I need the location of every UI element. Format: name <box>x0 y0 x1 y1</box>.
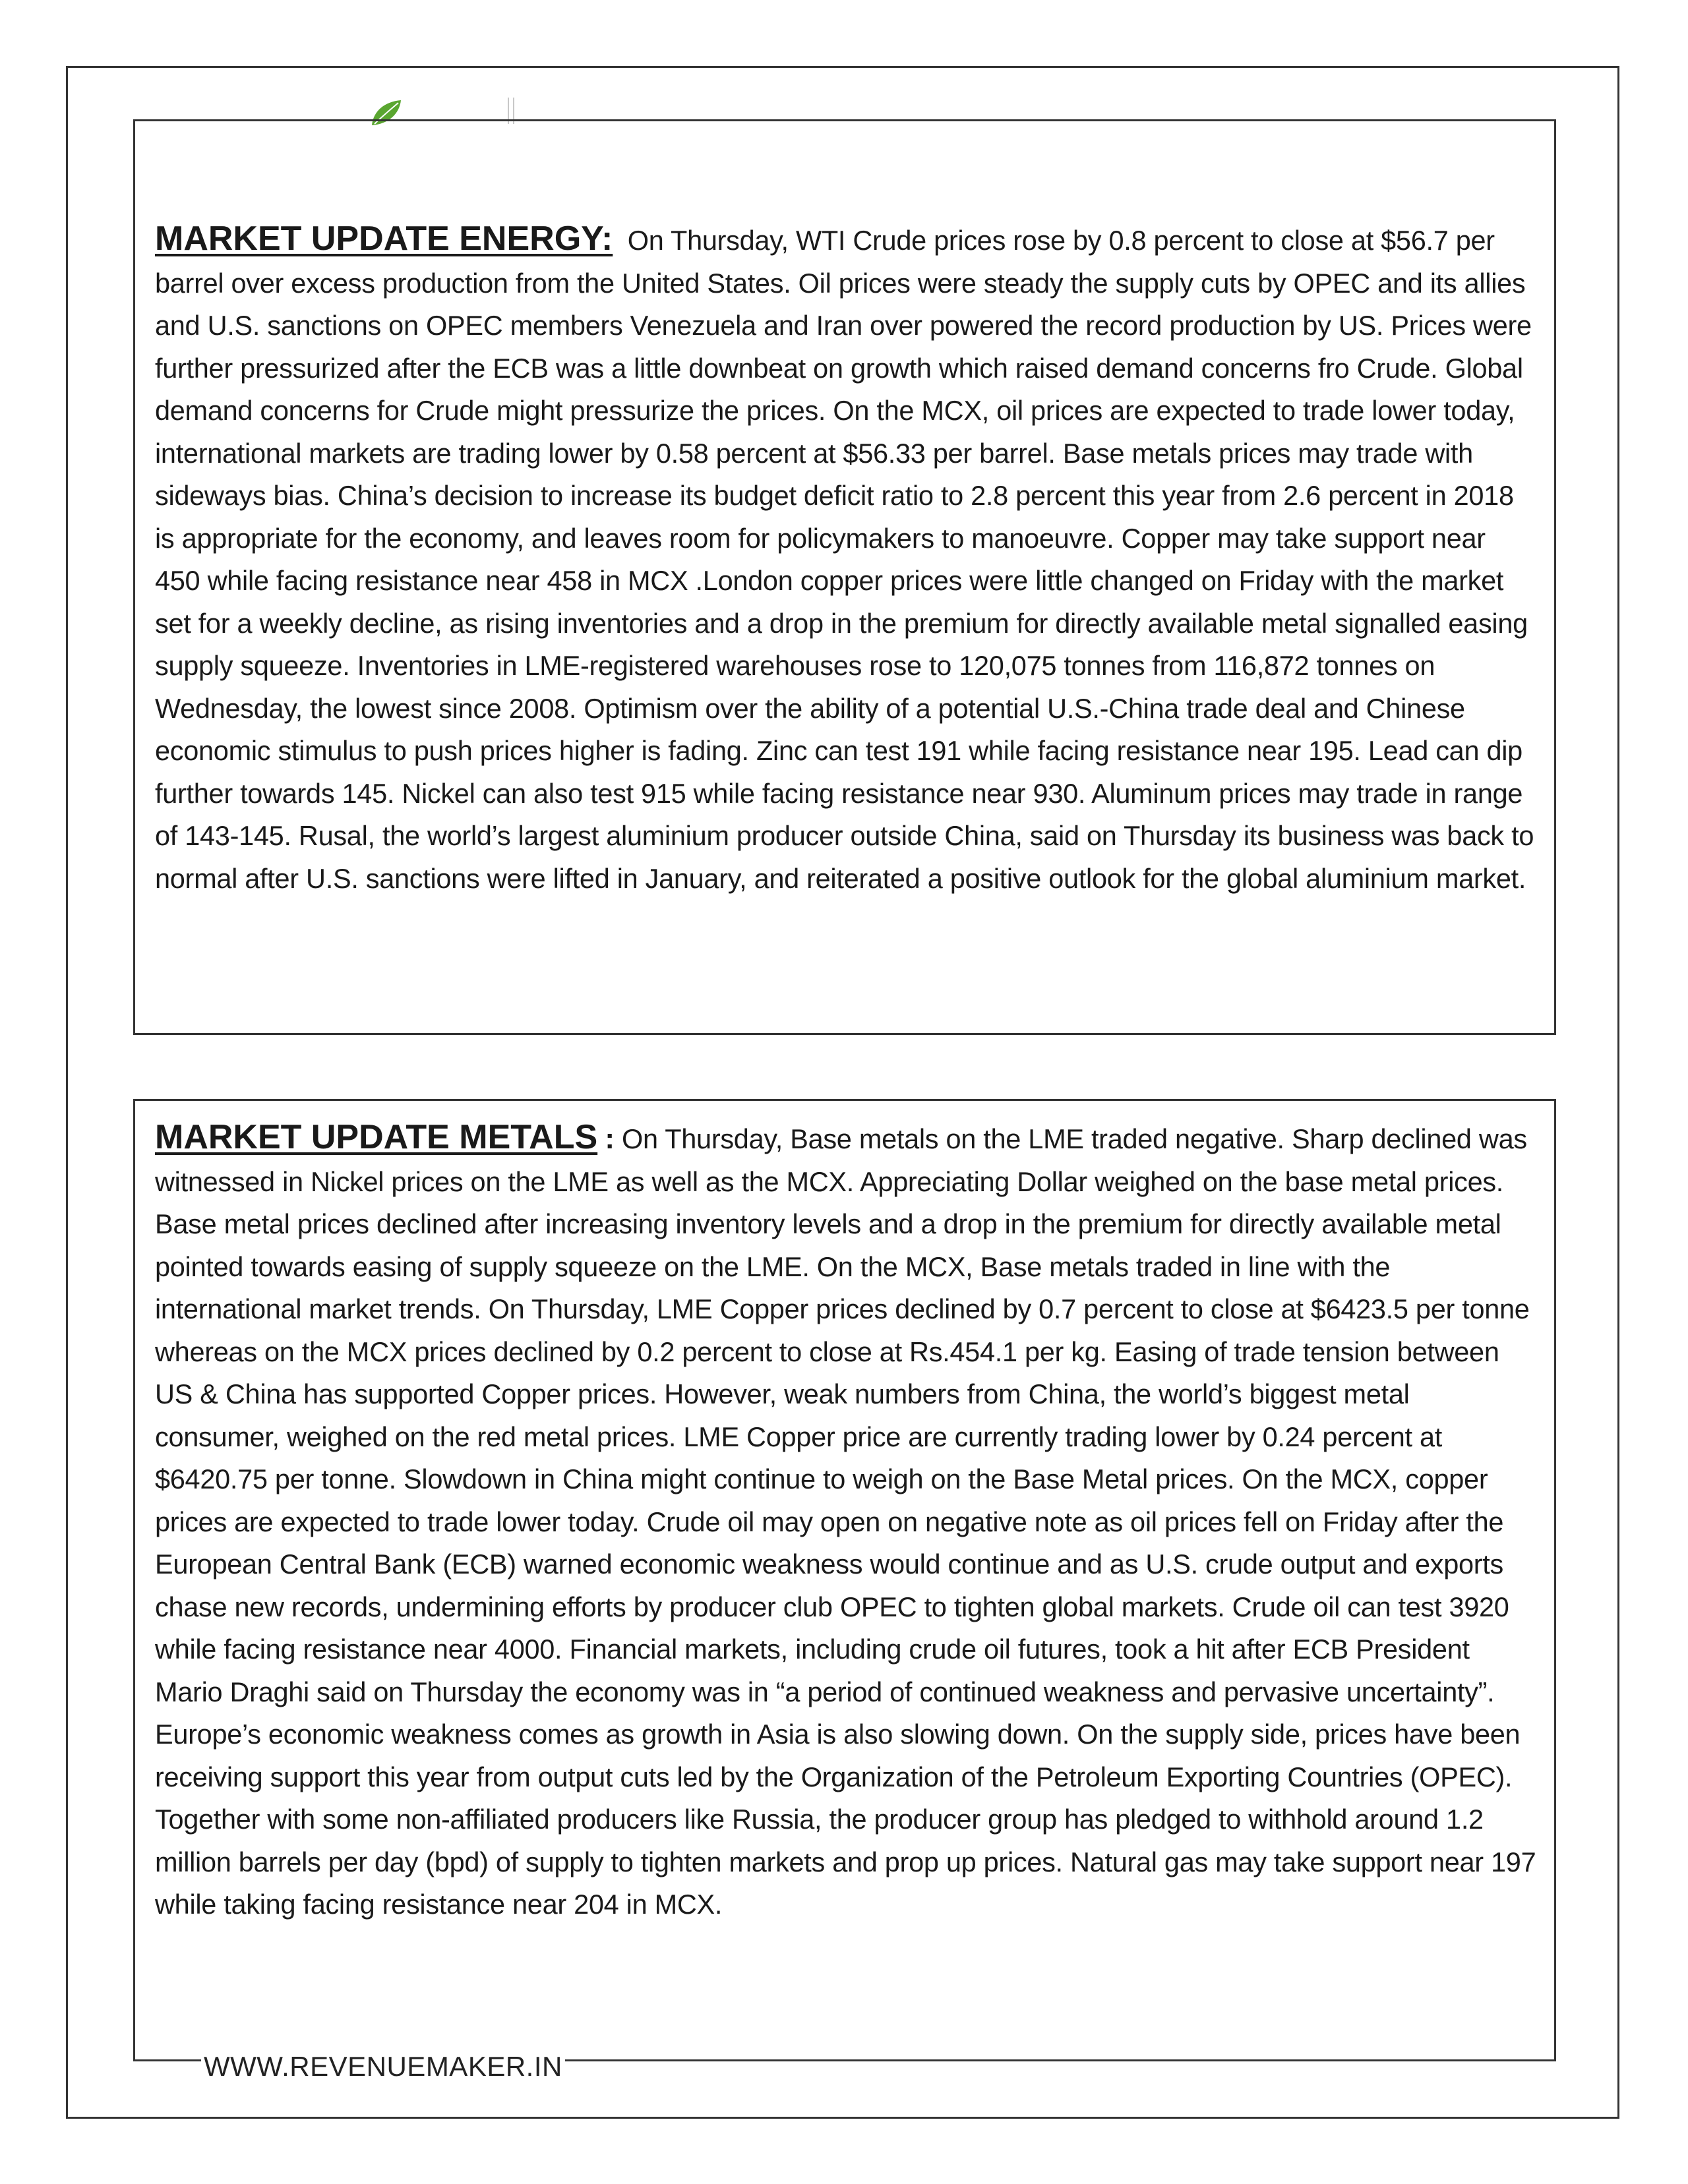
energy-update-box <box>133 119 1556 1035</box>
metals-heading-colon: : <box>605 1123 615 1155</box>
footer-website-url: WWW.REVENUEMAKER.IN <box>201 2051 565 2082</box>
energy-heading: MARKET UPDATE ENERGY: <box>155 220 613 258</box>
metals-update-paragraph <box>155 1116 1537 1926</box>
energy-update-paragraph <box>155 218 1537 900</box>
metals-heading: MARKET UPDATE METALS <box>155 1118 598 1156</box>
metals-update-box <box>133 1099 1556 2061</box>
energy-body: On Thursday, WTI Crude prices rose by 0.8 percent to close at $56.7 per barrel over excess production from the United States. Oil prices were steady the supply cuts by OPEC and its allies and U.S. sanctions on OPEC members Venezuela and Iran over powered the record production by US. Prices were further pressurized after the ECB was a little downbeat on growth which raised demand concerns fro Crude. Global demand concerns for Crude might pressurize the prices. On the MCX, oil prices are expected to trade lower today, international markets are trading lower by 0.58 percent at $56.33 per barrel. Base metals prices may trade with sideways bias. China’s decision to increase its budget deficit ratio to 2.8 percent this year from 2.6 percent in 2018 is appropriate for the economy, and leaves room for policymakers to manoeuvre. Copper may take support near 450 while facing resistance near 458 in MCX .London copper prices were little changed on Friday with the market set for a weekly decline, as rising inventories and a drop in the premium for directly available metal signalled easing supply squeeze. Inventories in LME-registered warehouses rose to 120,075 tonnes from 116,872 tonnes on Wednesday, the lowest since 2008. Optimism over the ability of a potential U.S.-China trade deal and Chinese economic stimulus to push prices higher is fading. Zinc can test 191 while facing resistance near 195. Lead can dip further towards 145. Nickel can also test 915 while facing resistance near 930. Aluminum prices may trade in range of 143-145. Rusal, the world’s largest aluminium producer outside China, said on Thursday its business was back to normal after U.S. sanctions were lifted in January, and reiterated a positive outlook for the global aluminium market. <box>155 225 1534 894</box>
metals-body: On Thursday, Base metals on the LME traded negative. Sharp declined was witnessed in Nickel prices on the LME as well as the MCX. Appreciating Dollar weighed on the base metal prices. Base metal prices declined after increasing inventory levels and a drop in the premium for directly available metal pointed towards easing of supply squeeze on the LME. On the MCX, Base metals traded in line with the international market trends. On Thursday, LME Copper prices declined by 0.7 percent to close at $6423.5 per tonne whereas on the MCX prices declined by 0.2 percent to close at Rs.454.1 per kg. Easing of trade tension between US & China has supported Copper prices. However, weak numbers from China, the world’s biggest metal consumer, weighed on the red metal prices. LME Copper price are currently trading lower by 0.24 percent at $6420.75 per tonne. Slowdown in China might continue to weigh on the Base Metal prices. On the MCX, copper prices are expected to trade lower today. Crude oil may open on negative note as oil prices fell on Friday after the European Central Bank (ECB) warned economic weakness would continue and as U.S. crude output and exports chase new records, undermining efforts by producer club OPEC to tighten global markets. Crude oil can test 3920 while facing resistance near 4000. Financial markets, including crude oil futures, took a hit after ECB President Mario Draghi said on Thursday the economy was in “a period of continued weakness and pervasive uncertainty”. Europe’s economic weakness comes as growth in Asia is also slowing down. On the supply side, prices have been receiving support this year from output cuts led by the Organization of the Petroleum Exporting Countries (OPEC). Together with some non-affiliated producers like Russia, the producer group has pledged to withhold around 1.2 million barrels per day (bpd) of supply to tighten markets and prop up prices. Natural gas may take support near 197 while taking facing resistance near 204 in MCX. <box>155 1123 1536 1920</box>
